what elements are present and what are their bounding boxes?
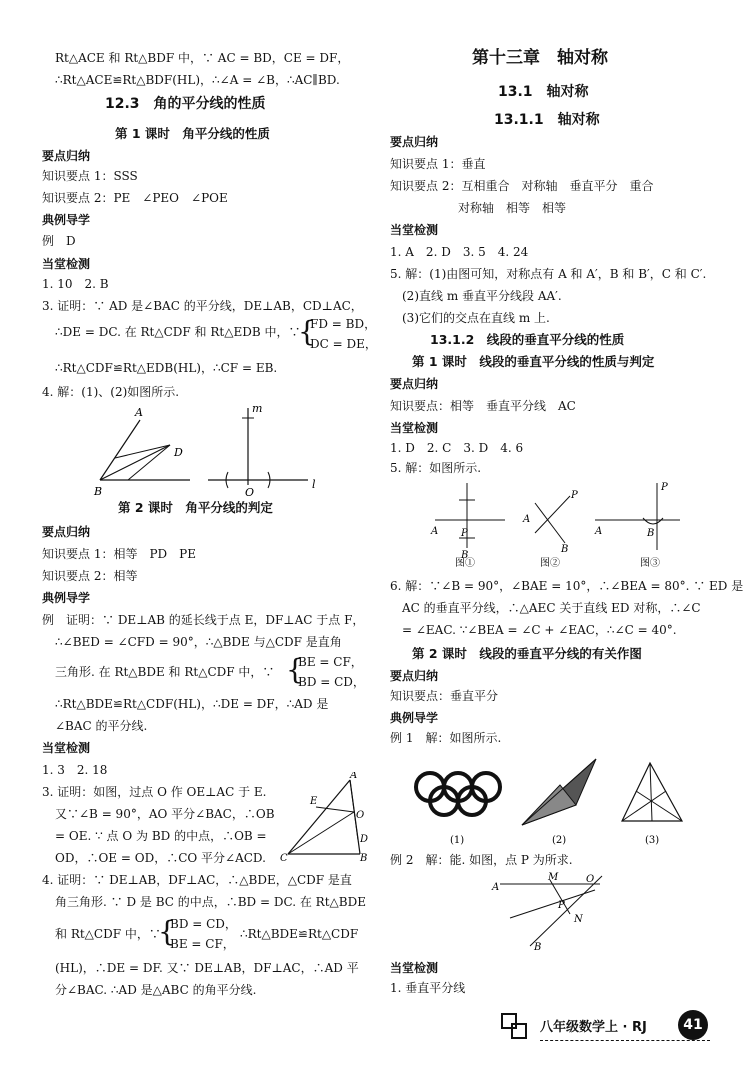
lesson-title: 第 1 课时 线段的垂直平分线的性质与判定 (412, 354, 655, 369)
text-line: DC = DE， (310, 337, 377, 351)
fig3-label-P: P (571, 490, 578, 501)
lesson-title: 第 1 课时 角平分线的性质 (115, 126, 270, 141)
fig1-label-l: l (312, 478, 316, 491)
fig2-label-O: O (356, 810, 365, 821)
fig1-label-O: O (245, 486, 255, 499)
text-line: 分∠BAC. ∴AD 是△ABC 的角平分线. (55, 983, 257, 997)
subsection-title: 13.1.2 线段的垂直平分线的性质 (430, 332, 625, 347)
brace: { (286, 653, 304, 686)
fig2-label-B: B (360, 853, 368, 862)
fig2-label-D: D (360, 834, 369, 845)
text-line: 4. 证明：∵ DE⊥AB，DF⊥AC，∴△BDE，△CDF 是直 (42, 873, 352, 887)
section-title: 12.3 角的平分线的性质 (105, 96, 266, 112)
text-line: (2)直线 m 垂直平分线段 AA′. (402, 289, 562, 303)
footer-decoration-icon (500, 1012, 540, 1042)
section-heading: 当堂检测 (390, 421, 439, 435)
fig2-label-A: A (350, 772, 358, 781)
text-line: 1. 10 2. B (42, 277, 109, 291)
fig3-label-A: A (523, 514, 531, 525)
text-line: 知识要点 2：相等 (42, 569, 138, 583)
section-heading: 要点归纳 (42, 525, 91, 539)
subsection-title: 13.1.1 轴对称 (494, 112, 600, 128)
text-line: OD，∴OE = OD，∴CO 平分∠ACD. (55, 851, 266, 865)
section-heading: 要点归纳 (42, 149, 91, 163)
fig2-label-E: E (310, 796, 318, 807)
text-line: 1. A 2. D 3. 5 4. 24 (390, 245, 529, 259)
fig1-label-m: m (252, 402, 263, 415)
fig3-label-B: B (561, 544, 569, 555)
brace: { (298, 315, 316, 348)
text-line: 5. 解：如图所示. (390, 461, 482, 475)
fig3-label-B: B (461, 550, 469, 561)
text-line: 又∵∠B = 90°，AO 平分∠BAC，∴OB (55, 807, 275, 821)
fig5-label-A: A (492, 882, 500, 893)
text-line: ∴Rt△BDE≌Rt△CDF(HL)，∴DE = DF，∴AD 是 (55, 697, 329, 711)
fig3-caption: 图③ (640, 558, 660, 568)
fig5-label-M: M (548, 872, 559, 883)
section-title: 13.1 轴对称 (498, 84, 589, 100)
lesson-title: 第 2 课时 线段的垂直平分线的有关作图 (412, 646, 642, 661)
text-line: 5. 解：(1)由图可知，对称点有 A 和 A′，B 和 B′，C 和 C′. (390, 267, 707, 281)
fig1-label-A: A (135, 406, 143, 419)
text-line: 知识要点 2：互相重合 对称轴 垂直平分 重合 (390, 179, 654, 193)
text-line: 对称轴 相等 相等 (458, 201, 567, 215)
text-line: ∴∠BED = ∠CFD = 90°，∴△BDE 与△CDF 是直角 (55, 635, 342, 649)
text-line: AC 的垂直平分线，∴△AEC 关于直线 ED 对称，∴∠C (402, 601, 701, 615)
fig4-caption: (3) (645, 835, 660, 846)
text-line: BD = CD， (170, 917, 237, 931)
section-heading: 要点归纳 (390, 377, 439, 391)
figure-triangle (280, 772, 370, 862)
footer-divider (540, 1040, 710, 1041)
chapter-title: 第十三章 轴对称 (472, 48, 608, 68)
text-line: FD = BD， (310, 317, 377, 331)
fig4-caption: (2) (552, 835, 567, 846)
text-line: 1. D 2. C 3. D 4. 6 (390, 441, 524, 455)
text-line: ∴Rt△ACE≌Rt△BDF(HL)，∴∠A = ∠B，∴AC∥BD. (55, 73, 340, 87)
text-line: ∴Rt△CDF≌Rt△EDB(HL)，∴CF = EB. (55, 361, 278, 375)
fig2-label-C: C (280, 853, 288, 862)
text-line: (3)它们的交点在直线 m 上. (402, 311, 550, 325)
text-line: 例 证明：∵ DE⊥AB 的延长线于点 E，DF⊥AC 于点 F， (42, 613, 365, 627)
figure-perpendicular-bisectors (425, 478, 715, 568)
text-line: 知识要点 1：SSS (42, 169, 138, 183)
fig4-caption: (1) (450, 835, 465, 846)
text-line: ∠BAC 的平分线. (55, 719, 148, 733)
page-number: 41 (678, 1010, 708, 1040)
figure-point-p-construction (490, 868, 620, 953)
fig5-label-O: O (586, 874, 595, 885)
fig3-label-P: P (461, 528, 468, 539)
fig3-label-A: A (431, 526, 439, 537)
text-line: 知识要点 2：PE ∠PEO ∠POE (42, 191, 228, 205)
lesson-title: 第 2 课时 角平分线的判定 (118, 500, 273, 515)
figure-symmetry-examples (400, 755, 700, 847)
text-line: 例 2 解：能. 如图，点 P 为所求. (390, 853, 573, 867)
text-line: Rt△ACE 和 Rt△BDF 中，∵ AC = BD，CE = DF， (55, 51, 350, 65)
text-line: 例 D (42, 234, 76, 248)
section-heading: 典例导学 (42, 591, 91, 605)
text-line: BE = CF， (298, 655, 363, 669)
text-line: ∴Rt△BDE≌Rt△CDF (240, 927, 359, 941)
fig3-caption: 图① (455, 558, 475, 568)
figure-angle-bisector (90, 400, 330, 500)
brace: { (158, 915, 176, 948)
section-heading: 典例导学 (42, 213, 91, 227)
section-heading: 要点归纳 (390, 135, 439, 149)
text-line: 1. 3 2. 18 (42, 763, 108, 777)
fig3-label-B: B (647, 528, 655, 539)
section-heading: 当堂检测 (390, 961, 439, 975)
text-line: 知识要点：垂直平分 (390, 689, 499, 703)
text-line: 知识要点 1：相等 PD PE (42, 547, 196, 561)
text-line: 知识要点 1：垂直 (390, 157, 486, 171)
text-line: = OE. ∵ 点 O 为 BD 的中点，∴OB = (55, 829, 267, 843)
text-line: 三角形. 在 Rt△BDE 和 Rt△CDF 中，∵ (55, 665, 275, 679)
fig5-label-N: N (574, 914, 583, 925)
text-line: 6. 解：∵∠B = 90°，∠BAE = 10°，∴∠BEA = 80°. ∵ ED 是 (390, 579, 744, 593)
text-line: ∴DE = DC. 在 Rt△CDF 和 Rt△EDB 中，∵ (55, 325, 301, 339)
section-heading: 当堂检测 (390, 223, 439, 237)
fig5-label-B: B (534, 942, 542, 953)
section-heading: 要点归纳 (390, 669, 439, 683)
page-footer (500, 1006, 730, 1050)
text-line: 角三角形. ∵ D 是 BC 的中点，∴BD = DC. 在 Rt△BDE (55, 895, 366, 909)
section-heading: 当堂检测 (42, 741, 91, 755)
footer-text: 八年级数学上 · RJ (540, 1020, 647, 1035)
text-line: BE = CF， (170, 937, 235, 951)
fig3-label-A: A (595, 526, 603, 537)
text-line: 1. 垂直平分线 (390, 981, 466, 995)
text-line: = ∠EAC. ∵∠BEA = ∠C + ∠EAC，∴∠C = 40°. (402, 623, 677, 637)
text-line: 例 1 解：如图所示. (390, 731, 502, 745)
text-line: 3. 证明：如图，过点 O 作 OE⊥AC 于 E. (42, 785, 267, 799)
fig1-label-D: D (174, 446, 183, 459)
text-line: 3. 证明：∵ AD 是∠BAC 的平分线，DE⊥AB，CD⊥AC， (42, 299, 363, 313)
text-line: 和 Rt△CDF 中，∵ (55, 927, 161, 941)
fig5-label-P: P (558, 900, 565, 911)
section-heading: 当堂检测 (42, 257, 91, 271)
fig3-caption: 图② (540, 558, 560, 568)
fig1-label-B: B (94, 485, 103, 498)
text-line: (HL)，∴DE = DF. 又∵ DE⊥AB，DF⊥AC，∴AD 平 (55, 961, 359, 975)
section-heading: 典例导学 (390, 711, 439, 725)
text-line: 知识要点：相等 垂直平分线 AC (390, 399, 576, 413)
text-line: BD = CD， (298, 675, 365, 689)
fig3-label-P: P (661, 482, 668, 493)
text-line: 4. 解：(1)、(2)如图所示. (42, 385, 180, 399)
